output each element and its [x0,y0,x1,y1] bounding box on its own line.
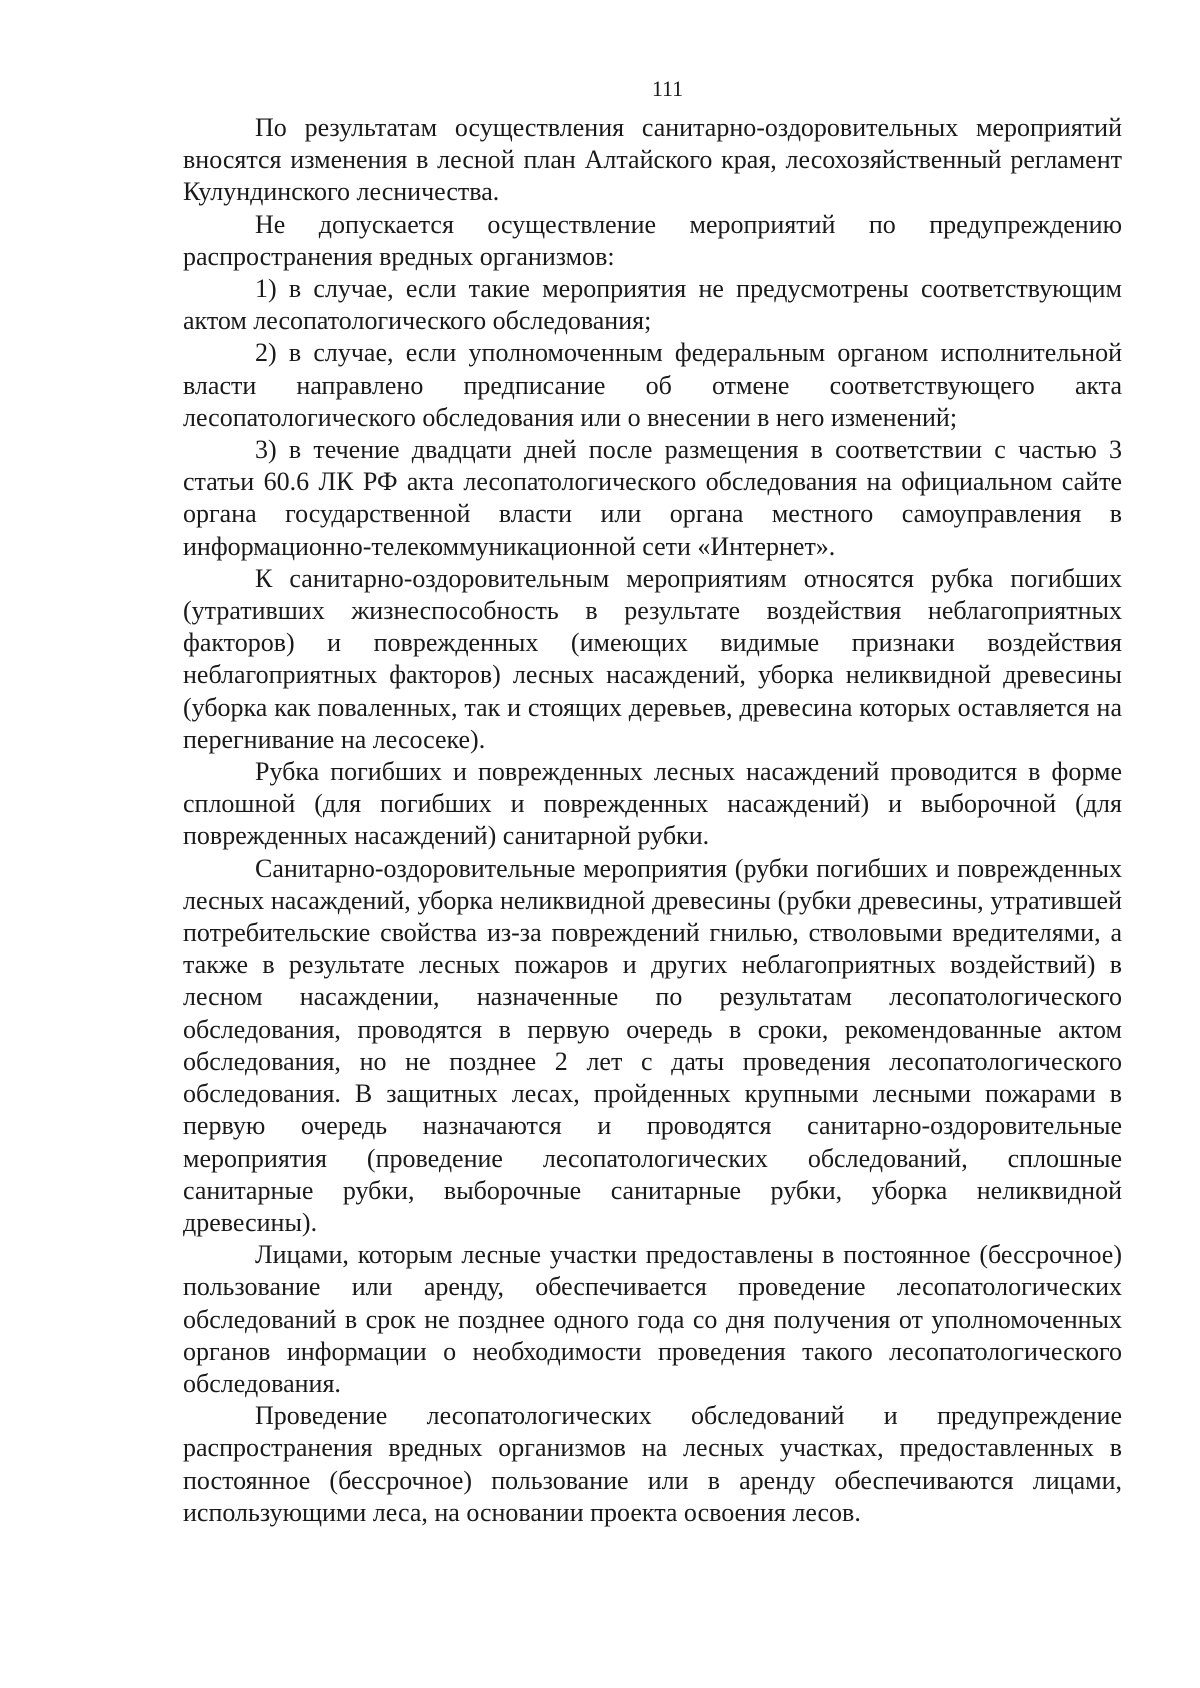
list-item-paragraph: 1) в случае, если такие мероприятия не предусмотрены соответствующим актом лесопатологического обследования; [183,274,1122,336]
paragraph: Санитарно-оздоровительные мероприятия (рубки погибших и поврежденных лесных насаждений, уборка неликвидной древесины (рубки древесины, утратившей потребительские свойства из-за повреждений гнилью, стволовыми вредителями, а также в результате лесных пожаров и других неблагоприятных воздействий) в лесном насаждении, назначенные по результатам лесопатологического обследования, проводятся в первую очередь в сроки, рекомендованные актом обследования, но не позднее 2 лет с даты проведения лесопатологического обследования. В защитных лесах, пройденных крупными лесными пожарами в первую очередь назначаются и проводятся санитарно-оздоровительные мероприятия (проведение лесопатологических обследований, сплошные санитарные рубки, выборочные санитарные рубки, уборка неликвидной древесины). [183,853,1122,1237]
paragraph: По результатам осуществления санитарно-оздоровительных мероприятий вносятся изменения в лесной план Алтайского края, лесохозяйственный регламент Кулундинского лесничества. [183,113,1122,207]
page-number: 111 [651,76,684,101]
paragraph: Не допускается осуществление мероприятий по предупреждению распространения вредных организмов: [183,209,1122,271]
paragraph: Рубка погибших и поврежденных лесных насаждений проводится в форме сплошной (для погибших и поврежденных насаждений) и выборочной (для поврежденных насаждений) санитарной рубки. [183,757,1122,851]
paragraph: Проведение лесопатологических обследований и предупреждение распространения вредных организмов на лесных участках, предоставленных в постоянное (бессрочное) пользование или в аренду обеспечиваются лицами, использующими леса, на основании проекта освоения лесов. [183,1401,1122,1527]
paragraph: Лицами, которым лесные участки предоставлены в постоянное (бессрочное) пользование или аренду, обеспечивается проведение лесопатологических обследований в срок не позднее одного года со дня получения от уполномоченных органов информации о необходимости проведения такого лесопатологического обследования. [183,1240,1122,1398]
list-item-paragraph: 3) в течение двадцати дней после размещения в соответствии с частью 3 статьи 60.6 ЛК РФ акта лесопатологического обследования на официальном сайте органа государственной власти или органа местного самоуправления в информационно-телекоммуникационной сети «Интернет». [183,435,1122,561]
list-item-paragraph: 2) в случае, если уполномоченным федеральным органом исполнительной власти направлено предписание об отмене соответствующего акта лесопатологического обследования или о внесении в него изменений; [183,338,1122,432]
paragraph: К санитарно-оздоровительным мероприятиям относятся рубка погибших (утративших жизнеспособность в результате воздействия неблагоприятных факторов) и поврежденных (имеющих видимые признаки воздействия неблагоприятных факторов) лесных насаждений, уборка неликвидной древесины (уборка как поваленных, так и стоящих деревьев, древесина которых оставляется на перегнивание на лесосеке). [183,563,1122,754]
